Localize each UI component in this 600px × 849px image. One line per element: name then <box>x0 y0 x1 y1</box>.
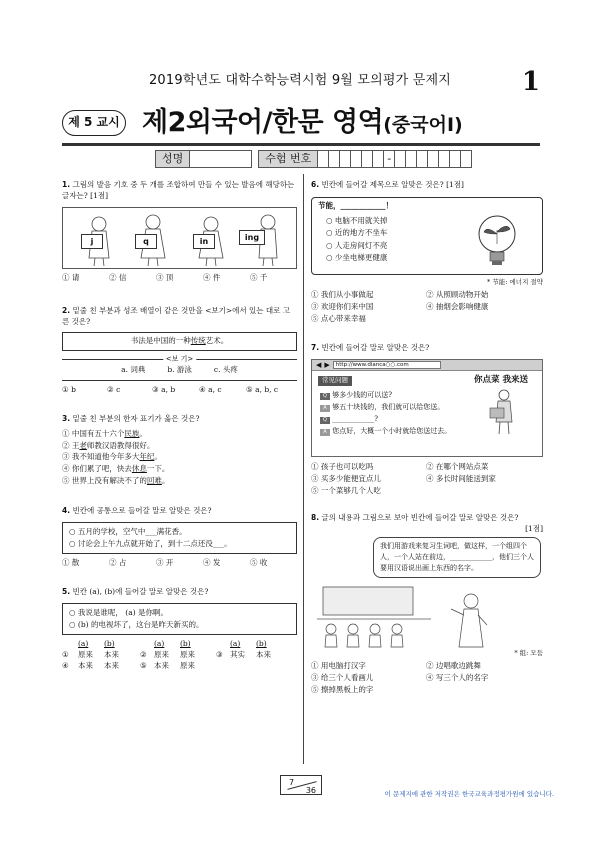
q5-option-a: 本来 <box>78 660 93 670</box>
q3-option-underlined: 民族 <box>124 429 140 438</box>
q4-option[interactable]: ③ 开 <box>156 558 174 567</box>
q3-option-pre: ⑤ 世界上没有解决不了的 <box>62 475 147 485</box>
q5-option-a: 原来 <box>78 649 93 659</box>
faq-q2: ____________? <box>332 414 378 423</box>
q6-box <box>311 197 543 275</box>
pinyin-card: q <box>135 234 157 249</box>
question-3 <box>62 414 297 486</box>
q3-option[interactable] <box>62 475 297 487</box>
browser-toolbar <box>312 360 542 371</box>
q8-option[interactable]: ⑤ 擦掉黑板上的字 <box>311 685 374 695</box>
q5-option-num[interactable]: ⑤ <box>140 660 147 670</box>
name-id-bar <box>155 150 472 168</box>
q1-number: 1. <box>62 180 71 189</box>
q8-point: [1점] <box>525 524 543 534</box>
question-4 <box>62 506 297 569</box>
q5-option-b: 原来 <box>180 649 195 659</box>
question-8 <box>311 513 543 696</box>
q4-option[interactable]: ① 散 <box>62 558 80 567</box>
question-marker-icon: Q <box>320 393 330 400</box>
page-fraction <box>280 775 322 795</box>
q6-number: 6. <box>311 180 320 189</box>
q3-option-underlined: 年纪 <box>139 452 155 462</box>
id-cell[interactable] <box>329 150 340 168</box>
q7-option[interactable]: ③ 买多少能便宜点儿 <box>311 474 381 484</box>
q7-option[interactable]: ④ 多长时间能送到家 <box>426 474 496 484</box>
q1-option[interactable]: ⑤ 千 <box>250 272 268 282</box>
q2-option[interactable]: ③ a, b <box>152 385 176 395</box>
q8-stem: 글의 내용과 그림으로 보아 빈칸에 들어갈 말로 알맞은 것은? <box>321 513 519 523</box>
q2-sentence-underlined: 传统 <box>190 336 206 346</box>
page-total: 36 <box>305 786 316 795</box>
id-cell[interactable] <box>439 150 450 168</box>
q8-option[interactable]: ① 用电脑打汉字 <box>311 661 366 671</box>
id-cell[interactable] <box>417 150 428 168</box>
q4-stem: 빈칸에 공통으로 들어갈 말로 알맞은 것은? <box>72 506 212 516</box>
classroom-illustration <box>311 579 543 649</box>
delivery-banner: 你点菜 我来送 <box>474 375 528 386</box>
q5-option-num[interactable]: ① <box>62 649 69 659</box>
q5-option-num[interactable]: ④ <box>62 660 69 670</box>
q2-bogi-box <box>62 355 297 381</box>
q5-option-b: 本来 <box>104 649 119 659</box>
question-2 <box>62 306 297 397</box>
q6-item: ○ 电脑不用就关掉 <box>326 215 388 225</box>
copyright-notice: 이 문제지에 관한 저작권은 한국교육과정평가원에 있습니다. <box>384 790 554 798</box>
id-cell[interactable] <box>373 150 384 168</box>
q8-number: 8. <box>311 513 320 523</box>
q8-note: * 组: 모둠 <box>514 648 543 657</box>
q7-option[interactable]: ⑤ 一个菜够几个人吃 <box>311 486 381 496</box>
q6-option[interactable]: ⑤ 点心带来幸福 <box>311 314 366 324</box>
q3-option[interactable] <box>62 440 297 452</box>
q5-line: ○ (b) 的电视坏了，这台是昨天新买的。 <box>69 619 204 629</box>
q3-option-post: 一下。 <box>146 463 170 473</box>
q3-option-pre: ① 中国有五十六个 <box>62 429 125 438</box>
period-badge: 제 5 교시 <box>62 110 126 136</box>
q5-option-b: 原来 <box>180 660 195 670</box>
q2-option[interactable]: ① b <box>62 385 76 395</box>
faq-a1: 够五十块钱的，我们就可以给您送。 <box>332 403 445 412</box>
q6-option[interactable]: ④ 抽烟会影响健康 <box>426 302 489 312</box>
right-column <box>311 180 543 696</box>
q5-head: (a) <box>78 638 89 648</box>
q3-option-post: 。 <box>154 452 162 462</box>
id-cell[interactable] <box>450 150 461 168</box>
q5-option-a: 本来 <box>154 660 169 670</box>
q3-option-post: 。 <box>161 475 170 485</box>
q1-figure <box>62 207 297 269</box>
q3-option[interactable] <box>62 428 297 440</box>
subject-title <box>142 103 463 142</box>
q3-option-pre: ④ 你们累了吧，快去 <box>62 463 132 473</box>
q2-sentence-post: 艺术。 <box>205 336 229 346</box>
q5-option-a: 原来 <box>154 649 169 659</box>
name-label: 성명 <box>155 150 190 168</box>
q6-box-title: 节能，____________！ <box>318 200 393 210</box>
q4-line: ○ 讨论会上午九点就开始了，到十二点还没___。 <box>69 539 232 548</box>
q2-option[interactable]: ④ a, c <box>199 385 222 395</box>
id-cell[interactable] <box>406 150 417 168</box>
question-6 <box>311 180 543 325</box>
question-1 <box>62 180 297 284</box>
q3-option-post: 。 <box>139 429 147 438</box>
q4-number: 4. <box>62 506 71 516</box>
id-cell[interactable] <box>428 150 439 168</box>
q5-option-b: 本来 <box>256 649 271 659</box>
q1-option[interactable]: ① 请 <box>62 272 80 282</box>
q2-bogi-label: <보 기> <box>163 354 196 364</box>
page-number: 1 <box>521 67 540 97</box>
q1-option[interactable]: ③ 顶 <box>156 272 174 282</box>
q6-item: ○ 少坐电梯更健康 <box>326 252 388 262</box>
q5-stem: 빈칸 (a), (b)에 들어갈 말로 알맞은 것은? <box>72 586 209 596</box>
q7-option[interactable]: ② 在哪个网站点菜 <box>426 462 489 472</box>
q6-item: ○ 近的地方不坐车 <box>326 228 388 238</box>
q3-option-underlined: 休息 <box>131 463 147 473</box>
q7-browser-window <box>311 359 543 457</box>
pinyin-card: ing <box>239 230 265 245</box>
q8-option[interactable]: ④ 写三个人的名字 <box>426 673 489 683</box>
q8-figure <box>311 537 543 649</box>
id-cell[interactable] <box>395 150 406 168</box>
q4-line: ○ 五月的学校，空气中___满花香。 <box>69 527 187 536</box>
q7-option[interactable]: ① 孩子也可以吃吗 <box>311 462 374 472</box>
faq-tab[interactable]: 常见问题 <box>318 376 352 385</box>
q1-option[interactable]: ④ 件 <box>203 272 221 282</box>
q4-option[interactable]: ④ 发 <box>203 558 221 567</box>
q5-number: 5. <box>62 586 71 596</box>
q3-option-pre: ③ 我不知道他今年多大 <box>62 452 140 462</box>
back-icon[interactable]: ◀ <box>316 361 322 370</box>
q3-stem: 밑줄 친 부분의 한자 표기가 옳은 것은? <box>72 414 200 424</box>
left-column <box>62 180 297 671</box>
id-cell[interactable] <box>461 150 472 168</box>
q3-number: 3. <box>62 414 71 424</box>
q2-bogi-item: a. 词典 <box>121 365 146 375</box>
column-divider <box>303 174 304 764</box>
q6-option[interactable]: ③ 欢迎你们来中国 <box>311 302 374 312</box>
name-field[interactable] <box>190 150 252 168</box>
q2-sentence-pre: 书法是中国的一种 <box>130 336 191 346</box>
pinyin-card: in <box>193 234 215 249</box>
q5-options-row <box>62 650 297 661</box>
q4-option[interactable]: ⑤ 收 <box>250 558 268 567</box>
q3-option[interactable] <box>62 463 297 475</box>
id-cell[interactable] <box>362 150 373 168</box>
q5-head: (b) <box>180 638 191 648</box>
header-rule <box>62 143 540 146</box>
q5-answer-header <box>62 639 297 650</box>
q7-stem: 빈칸에 들어갈 말로 알맞은 것은? <box>321 343 430 353</box>
question-5 <box>62 587 297 672</box>
q1-option[interactable]: ② 信 <box>109 272 127 282</box>
id-cell[interactable] <box>340 150 351 168</box>
faq-q1: 够多少钱的可以送? <box>332 391 392 400</box>
faq-a2: 您点好，大概一个小时就给您送过去。 <box>332 426 452 435</box>
pinyin-card: j <box>81 234 103 249</box>
q6-option[interactable]: ② 从照顾动物开始 <box>426 290 489 300</box>
q6-option[interactable]: ① 我们从小事做起 <box>311 290 374 300</box>
q4-box <box>62 522 297 554</box>
faq-list <box>320 390 451 438</box>
q5-option-a: 其实 <box>230 649 245 659</box>
q5-head: (b) <box>256 638 267 648</box>
address-bar[interactable]: http://www.dianca○○.com <box>333 361 441 369</box>
question-7 <box>311 343 543 497</box>
page-current: 7 <box>289 778 295 787</box>
q4-option[interactable]: ② 占 <box>109 558 127 567</box>
question-marker-icon: Q <box>320 417 330 424</box>
q3-option[interactable] <box>62 451 297 463</box>
exam-title: 2019학년도 대학수학능력시험 9월 모의평가 문제지 <box>148 73 452 88</box>
q6-note: * 节能: 에너지 절약 <box>486 277 543 286</box>
q2-stem: 밑줄 친 부분과 성조 배열이 같은 것만을 <보기>에서 있는 대로 고른 것은? <box>62 305 291 326</box>
forward-icon[interactable]: ▶ <box>324 361 330 370</box>
lightbulb-icon <box>474 212 520 268</box>
id-label: 수험 번호 <box>258 150 318 168</box>
q3-option-pre: ② 王 <box>62 440 80 450</box>
q3-option-post: 师教汉语教得很好。 <box>86 440 155 450</box>
subject-sub: (중국어Ⅰ) <box>383 114 463 136</box>
q7-number: 7. <box>311 343 320 353</box>
q6-item: ○ 人走房间灯不亮 <box>326 240 388 250</box>
q3-option-underlined: 老 <box>79 440 87 450</box>
q1-stem: 그림의 발음 기호 중 두 개를 조합하여 만들 수 있는 발음에 해당하는 글자는? [1점] <box>62 180 295 200</box>
q8-option[interactable]: ③ 给三个人看画儿 <box>311 673 374 683</box>
q6-stem: 빈칸에 들어갈 제목으로 알맞은 것은? [1점] <box>321 180 464 189</box>
q8-speech-bubble: 我们用游戏来复习生词吧，做这样，一个组四个人，一个人站在前边，____________，他们三个人要用汉语说出画上东西的名字。 <box>373 537 541 579</box>
answer-marker-icon: A <box>320 405 330 412</box>
q2-sentence-box <box>62 332 297 351</box>
q5-options-row <box>62 661 297 672</box>
delivery-man-illustration <box>488 388 518 436</box>
q5-head: (a) <box>230 638 241 648</box>
q3-option-underlined: 回难 <box>146 475 162 485</box>
q5-line: ○ 我说是谁呢， (a) 是你啊。 <box>69 607 169 617</box>
q5-box <box>62 603 297 635</box>
q2-option[interactable]: ② c <box>107 385 121 395</box>
id-cell[interactable] <box>351 150 362 168</box>
q2-option[interactable]: ⑤ a, b, c <box>246 385 279 395</box>
q5-option-b: 本来 <box>104 660 119 670</box>
q5-head: (a) <box>154 638 165 648</box>
q5-option-num[interactable]: ② <box>140 649 147 659</box>
id-cell[interactable] <box>318 150 329 168</box>
q5-head: (b) <box>104 638 115 648</box>
q2-number: 2. <box>62 305 71 315</box>
q8-option[interactable]: ② 边唱歌边跳舞 <box>426 661 481 671</box>
answer-marker-icon: A <box>320 429 330 436</box>
id-dash: - <box>384 150 395 168</box>
subject-main: 제2외국어/한문 영역 <box>142 107 384 138</box>
q5-option-num[interactable]: ③ <box>216 649 223 659</box>
q2-bogi-item: b. 游泳 <box>167 365 192 375</box>
q2-bogi-item: c. 头疼 <box>213 365 238 375</box>
